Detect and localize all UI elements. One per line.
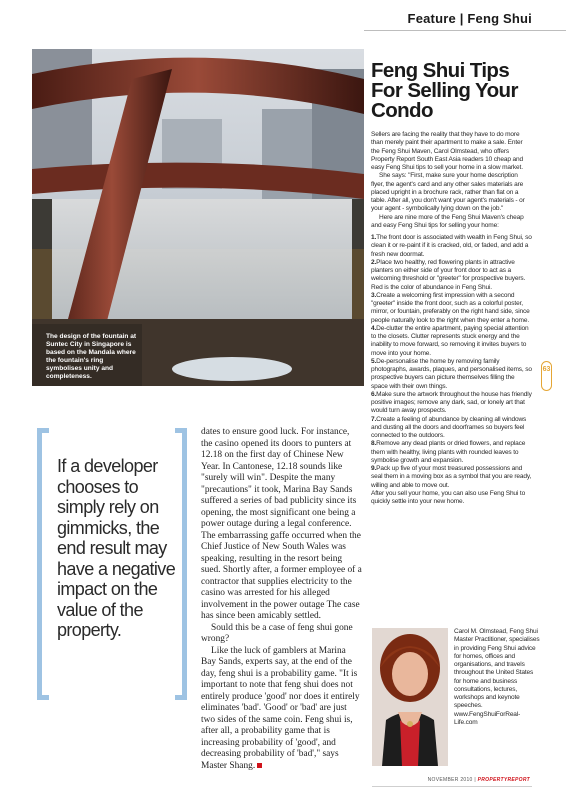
intro-paragraph-1: Sellers are facing the reality that they have to do more than merely paint their apartment to make a sale. Enter the Feng Shui Maven, Carol Olmstead, who offers Property Report South East Asia readers 10 cheap and easy Feng Shui tips to sell your home in a slow market. <box>371 131 523 171</box>
tip-number: 1. <box>371 234 377 241</box>
author-website: www.FengShuiForReal-Life.com <box>454 710 521 726</box>
tip-text: The front door is associated with wealth in Feng Shui, so clean it or re-paint if it is cracked, old, or faded, and add a fresh new doormat. <box>371 234 532 258</box>
header-rule <box>364 30 566 31</box>
author-bio-text: Carol M. Olmstead, Feng Shui Master Practitioner, specialises in providing Feng Shui advice for homes, offices and organisations, and travels throughout the United States for home and business consultations, lectures, workshops and keynote speeches. <box>454 628 540 710</box>
middle-column <box>201 427 363 772</box>
tip-text: De-clutter the entire apartment, paying special attention to the closets. Clutter represents stuck energy and the inability to move forward, so removing it invites buyers to move into your home. <box>371 324 529 357</box>
middle-paragraph-2: Sould this be a case of feng shui gone wrong? <box>201 622 353 644</box>
tip-text: Create a welcoming first impression with a second "greeter" inside the front door, such as a colorful poster, mirror, or fountain, preferably on the right hand side, since people naturally look to the right when they enter a home. <box>371 291 530 324</box>
tip-number: 3. <box>371 291 377 299</box>
tip-text: Remove any dead plants or dried flowers, and replace them with healthy, living plants with rounded leaves to symbolise growth and expansion. <box>371 440 526 464</box>
title-line-2: For Selling Your <box>371 79 518 102</box>
tip-item <box>371 391 532 416</box>
tip-number: 7. <box>371 415 377 423</box>
page-footer: NOVEMBER 2010 | PROPERTYREPORT <box>427 777 530 783</box>
middle-paragraph-3 <box>201 646 363 773</box>
tip-text: De-personalise the home by removing family photographs, awards, plaques, and personalised items, so prospective buyers can picture themselves filling the space with their own things. <box>371 357 532 390</box>
tip-text: Make sure the artwork throughout the house has friendly positive images; remove any dark, sad, or lonely art that would turn away prospects. <box>371 390 532 415</box>
section-header: Feature | Feng Shui <box>407 11 532 26</box>
portrait-illustration <box>372 628 448 766</box>
author-portrait <box>372 628 448 766</box>
tip-number: 9. <box>371 465 377 472</box>
tip-text: Create a feeling of abundance by cleaning all windows and dusting all the doors and doorframes so buyers feel connected to the outdoors. <box>371 415 527 439</box>
article-body <box>371 131 532 506</box>
footer-brand: PROPERTYREPORT <box>477 777 530 783</box>
closing-paragraph: After you sell your home, you can also use Feng Shui to quickly settle into your new home. <box>371 489 526 505</box>
author-bio <box>454 628 540 727</box>
pull-quote <box>37 428 187 700</box>
quote-bracket-left <box>37 428 49 700</box>
tip-number: 5. <box>371 357 377 365</box>
title-line-1: Feng Shui Tips <box>371 59 510 82</box>
tip-item <box>371 465 532 490</box>
intro-paragraph-2: She says: "First, make sure your home description flyer, the agent's card and any other sales materials are placed upright in a brochure rack, rather than flat on a table. After all, you don't want your agent's materials - or your agent - symbolically lying down on the job." <box>371 172 525 213</box>
intro-paragraph-3: Here are nine more of the Feng Shui Maven's cheap and easy Feng Shui tips for selling your home: <box>371 213 524 229</box>
tip-item <box>371 234 532 259</box>
tip-item <box>371 259 532 292</box>
middle-paragraph-3-text: Like the luck of gamblers at Marina Bay Sands, experts say, at the end of the day, feng shui is a probability game. "It is important to note that feng shui does not entirely produce 'good' nor does it entirely eliminates 'bad'. 'Good' or 'bad' are just two sides of the same coin. Feng shui is, after all, a probability game that is increasing probability of 'good', and decreasing probability of 'bad'," says Master Shang. <box>201 645 360 771</box>
tip-number: 4. <box>371 324 377 332</box>
tip-item <box>371 292 532 325</box>
tip-number: 2. <box>371 258 377 266</box>
tip-item <box>371 325 532 358</box>
footer-rule <box>372 786 532 787</box>
tip-item <box>371 358 532 391</box>
tip-text: Place two healthy, red flowering plants in attractive planters on either side of your front door to act as a welcoming threshold or "greeter" for prospective buyers. Red is the color of abundance in Feng Shui. <box>371 258 526 291</box>
tip-item <box>371 416 532 441</box>
end-of-article-mark <box>257 763 262 768</box>
tip-number: 8. <box>371 440 377 448</box>
footer-issue: NOVEMBER 2010 <box>427 777 473 783</box>
page-number: 63 <box>542 366 551 373</box>
tip-text: Pack up five of your most treasured possessions and seal them in a moving box as a symbol that you are ready, willing and able to move out. <box>371 465 532 489</box>
tip-item <box>371 440 532 465</box>
pull-quote-text: If a developer chooses to simply rely on gimmicks, the end result may have a negative impact on the value of the property. <box>57 456 176 640</box>
tips-list <box>371 234 532 490</box>
middle-paragraph-1: dates to ensure good luck. For instance, the casino opened its doors to punters at 12.18 on the first day of Chinese New Year. In Cantonese, 12.18 sounds like "surely will win". Despite the many "precautions" it took, Marina Bay Sands suffered a series of bad publicity since its opening, the most significant one being a power outage during a legal conference. The embarrassing gaffe occurred when the Chief Justice of New South Wales was speaking, resulting in the resort being sued. Shortly after, a former employee of a contractor that supplies electricity to the casino was arrested for his alleged involvement in the power outage The case has since been amicably settled. <box>201 427 362 621</box>
title-line-3: Condo <box>371 99 433 122</box>
article-title <box>371 61 546 121</box>
tip-number: 6. <box>371 390 377 398</box>
photo-caption: The design of the fountain at Suntec City in Singapore is based on the Mandala where the fountain's ring symbolises unity and completeness. <box>46 333 137 380</box>
